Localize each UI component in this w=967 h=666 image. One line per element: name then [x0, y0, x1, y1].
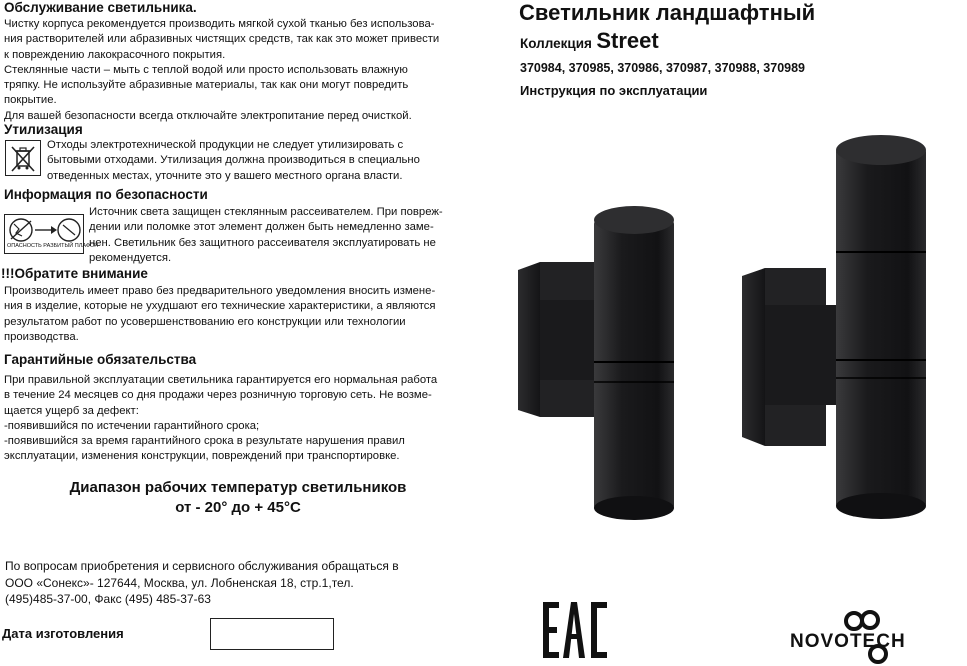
- text-line: ния в изделие, которые не ухудшают его технические характеристики, а являются: [4, 300, 436, 313]
- text-line: Чистку корпуса рекомендуется производить мягкой сухой тканью без использова-: [4, 18, 435, 30]
- page-title: Светильник ландшафтный: [519, 0, 816, 25]
- temperature-line: от - 20° до + 45°С: [175, 499, 301, 516]
- contact-line: (495)485-37-00, Факс (495) 485-37-63: [5, 592, 211, 606]
- text-line: Отходы электротехнической продукции не следует утилизировать с: [47, 139, 404, 151]
- eac-certification-mark: [541, 600, 611, 660]
- icon-caption: ОПАСНОСТЬ РАЗБИТЫЙ ПЛАФОН: [7, 243, 99, 249]
- text-line: покрытие.: [4, 94, 57, 107]
- contacts: [5, 558, 399, 608]
- lamp-illustration: [510, 130, 967, 530]
- text-line: щается ущерб за дефект:: [4, 404, 139, 417]
- model-numbers: 370984, 370985, 370986, 370987, 370988, 370989: [520, 61, 805, 75]
- text-line: Источник света защищен стеклянным рассеивателем. При повреж-: [89, 206, 443, 218]
- novotech-logo: [790, 610, 967, 665]
- text-line: Для вашей безопасности всегда отключайте электропитание перед очисткой.: [4, 109, 412, 122]
- text-line: результатом работ по усовершенствованию его конструкции или технологии: [4, 315, 406, 328]
- text-line: бытовыми отходами. Утилизация должна производиться в специально: [47, 154, 420, 167]
- safety-heading: Информация по безопасности: [4, 187, 208, 202]
- lamp-single: [518, 206, 674, 520]
- notice-text: [4, 284, 436, 345]
- care-text: [4, 17, 439, 124]
- crossed-bin-icon: [5, 140, 41, 176]
- text-line: эксплуатации, изменения конструкции, повреждений при транспортировке.: [4, 450, 400, 463]
- text-line: ния растворителей или абразивных чистящих средств, так как это может привести: [4, 33, 440, 46]
- temperature-line: Диапазон рабочих температур светильников: [69, 479, 407, 496]
- broken-glass-warning-icon: [4, 214, 99, 254]
- contact-line: По вопросам приобретения и сервисного обслуживания обращаться в: [5, 559, 399, 573]
- warranty-heading: Гарантийные обязательства: [4, 352, 197, 367]
- manufacture-date-field[interactable]: [210, 618, 334, 650]
- care-heading: Обслуживание светильника.: [4, 0, 197, 15]
- warranty-text: [4, 373, 437, 465]
- collection: [520, 28, 659, 54]
- collection-name: Street: [596, 28, 659, 53]
- text-line: Производитель имеет право без предварительного уведомления вносить измене-: [4, 285, 436, 297]
- text-line: -появившийся по истечении гарантийного срока;: [4, 419, 260, 432]
- text-line: При правильной эксплуатации светильника гарантируется его нормальная работа: [4, 374, 438, 386]
- text-line: тряпку. Не используйте абразивные материалы, так как они могут повредить: [4, 79, 409, 92]
- notice-heading: !!!Обратите внимание: [1, 266, 148, 281]
- safety-text: [89, 205, 443, 266]
- text-line: -появившийся за время гарантийного срока в результате нарушения правил: [4, 435, 405, 448]
- text-line: рекомендуется.: [89, 251, 172, 264]
- manual-subtitle: Инструкция по эксплуатации: [520, 83, 708, 98]
- manufacture-date-label: Дата изготовления: [2, 626, 124, 641]
- text-line: производства.: [4, 330, 79, 343]
- disposal-text: [47, 138, 420, 184]
- contact-line: ООО «Сонекс»- 127644, Москва, ул. Лобненская 18, стр.1,тел.: [5, 575, 354, 590]
- text-line: отведенных местах, уточните это у вашего местного органа власти.: [47, 169, 403, 182]
- text-line: в течение 24 месяцев со дня продажи через розничную торговую сеть. Не возме-: [4, 389, 432, 402]
- text-line: дении или поломке этот элемент должен быть немедленно заме-: [89, 221, 434, 234]
- text-line: Стеклянные части – мыть с теплой водой или просто использовать влажную: [4, 63, 408, 76]
- text-line: нен. Светильник без защитного рассеивателя эксплуатировать не: [89, 236, 436, 249]
- brand-name: NOVOTECH: [790, 631, 906, 652]
- lamp-double: [742, 135, 926, 519]
- text-line: к повреждению лакокрасочного покрытия.: [4, 48, 226, 61]
- collection-label: Коллекция: [520, 36, 592, 51]
- disposal-heading: Утилизация: [4, 122, 83, 137]
- temperature-range: [0, 478, 476, 518]
